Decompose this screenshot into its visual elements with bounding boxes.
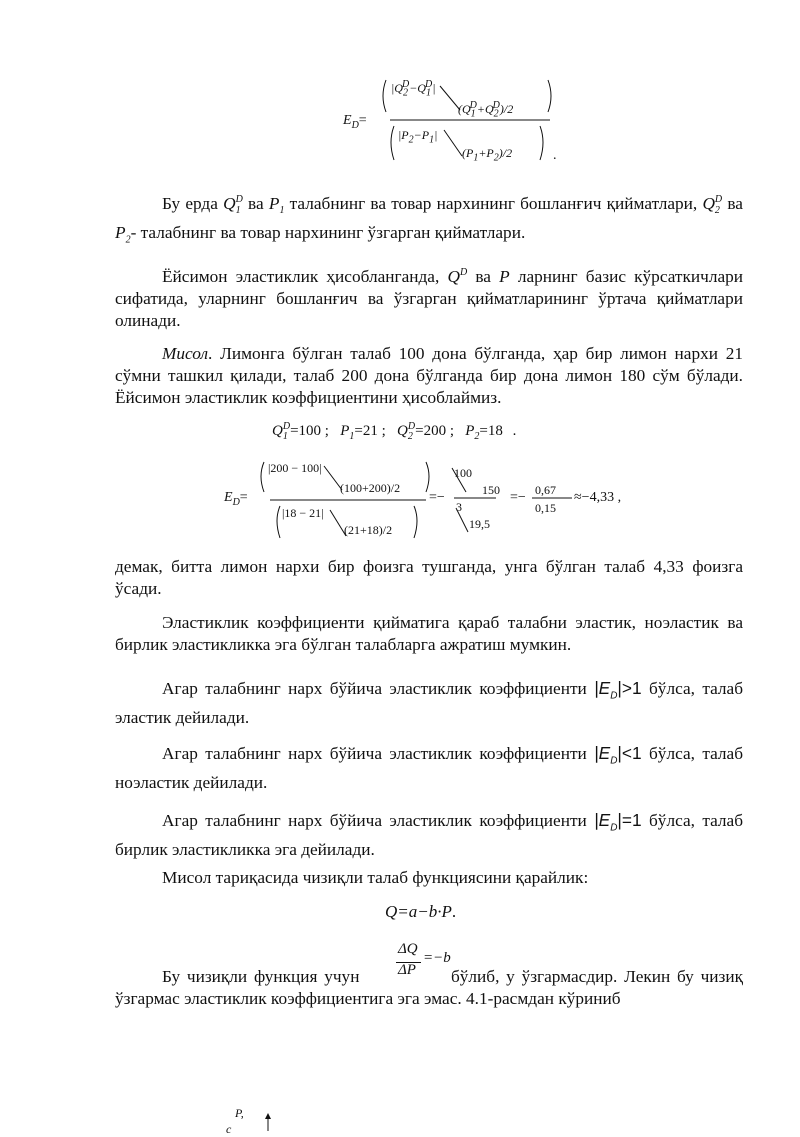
paragraph-example: Мисол. Лимонга бўлган талаб 100 дона бўлганда, ҳар бир лимон нархи 21 сўмни ташкил қилади, талаб 200 дона бўлганда бир дона лимон 180 сўм бўлади. Ёйсимон эластиклик коэффициентини ҳисоблаймиз. xyxy=(115,344,743,407)
slope-value: =−b xyxy=(423,950,451,966)
condition-inelastic: Агар талабнинг нарх бўйича эластиклик коэффициенти $|E_D|<1$ бўлса, талаб ноэластик дейилади. xyxy=(115,743,743,793)
paragraph-definitions: Бу ерда $Q_1^D$ ва $P_1$ талабнинг ва товар нархининг бошланғич қийматлари, $Q_2^D$ ва $P_2-$ талабнинг ва товар нархининг ўзгарган қийматлари. xyxy=(115,193,743,246)
calc-frac1-a: 100 xyxy=(454,466,472,480)
formula-den-top: $|P_2-P_1|$ xyxy=(398,128,438,146)
calc-num-top: |200 − 100| xyxy=(268,461,322,475)
formula-den-bottom: $(P_1+P_2)/2$ xyxy=(462,146,513,164)
linear-demand-function: Q=a−b·P. xyxy=(385,902,457,921)
paragraph-conclusion: демак, битта лимон нархи бир фоизга тушганда, унга бўлган талаб 4,33 фоизга ўсади. xyxy=(115,557,743,598)
calc-eq2: =− xyxy=(510,490,526,505)
formula-dot: . xyxy=(553,148,557,163)
formula-num-bottom: $(Q_1^D+Q_2^D)/2$ xyxy=(458,100,514,120)
calc-result: ≈−4,33 , xyxy=(574,490,622,505)
slope-den: ΔP xyxy=(398,962,416,978)
calc-den-top: |18 − 21| xyxy=(282,506,324,520)
axis-label-2: c xyxy=(226,1122,232,1136)
calc-eq1: =− xyxy=(429,490,445,505)
paragraph-linear-intro: Мисол тариқасида чизиқли талаб функциясини қарайлик: xyxy=(162,868,589,887)
paragraph-linear-slope-text: Бу чизиқли функция учун бўлиб, у ўзгармасдир. Лекин бу чизиқ ўзгармас эластиклик коэффициентига эга эмас. 4.1-расмдан кўриниб xyxy=(115,967,744,1008)
paragraph-arc-elasticity: Ёйсимон эластиклик ҳисобланганда, $Q^D$ ва P ларнинг базис кўрсаткичлари сифатида, уларнинг бошланғич ва ўзгарган қийматларининг ўртача қийматлари олинади. xyxy=(115,266,744,330)
calc-frac3-num: 0,67 xyxy=(535,483,556,497)
axis-arrow-icon xyxy=(262,1112,274,1131)
calc-lhs: $E_D=$ xyxy=(224,490,248,508)
calc-frac2-b: 19,5 xyxy=(469,517,490,531)
slope-num: ΔQ xyxy=(398,941,418,957)
axis-label: P, xyxy=(235,1106,244,1120)
calc-num-bottom: (100+200)/2 xyxy=(340,481,401,495)
example-values: $Q_1^D=100$ ; $P_1=21$ ; $Q_2^D=200$ ; $P_2=18$ . xyxy=(272,421,517,442)
condition-elastic: Агар талабнинг нарх бўйича эластиклик коэффициенти $|E_D|>1$ бўлса, талаб эластик дейилади. xyxy=(115,678,743,728)
calc-den-bottom: (21+18)/2 xyxy=(344,523,393,537)
calc-frac1-b: 150 xyxy=(482,483,500,497)
condition-unit-elastic: Агар талабнинг нарх бўйича эластиклик коэффициенти $|E_D|=1$ бўлса, талаб бирлик эластикликка эга дейилади. xyxy=(115,810,743,860)
calc-frac3-den: 0,15 xyxy=(535,501,556,515)
formula-lhs: $E_D=$ xyxy=(343,113,367,131)
paragraph-classification: Эластиклик коэффициенти қийматига қараб талабни эластик, ноэластик ва бирлик эластикликка эга бўлган талабларга ажратиш мумкин. xyxy=(115,613,743,654)
formula-num-top: $|Q_2^D-Q_1^D|$ xyxy=(391,79,436,99)
calc-frac2-a: 3 xyxy=(456,500,462,514)
